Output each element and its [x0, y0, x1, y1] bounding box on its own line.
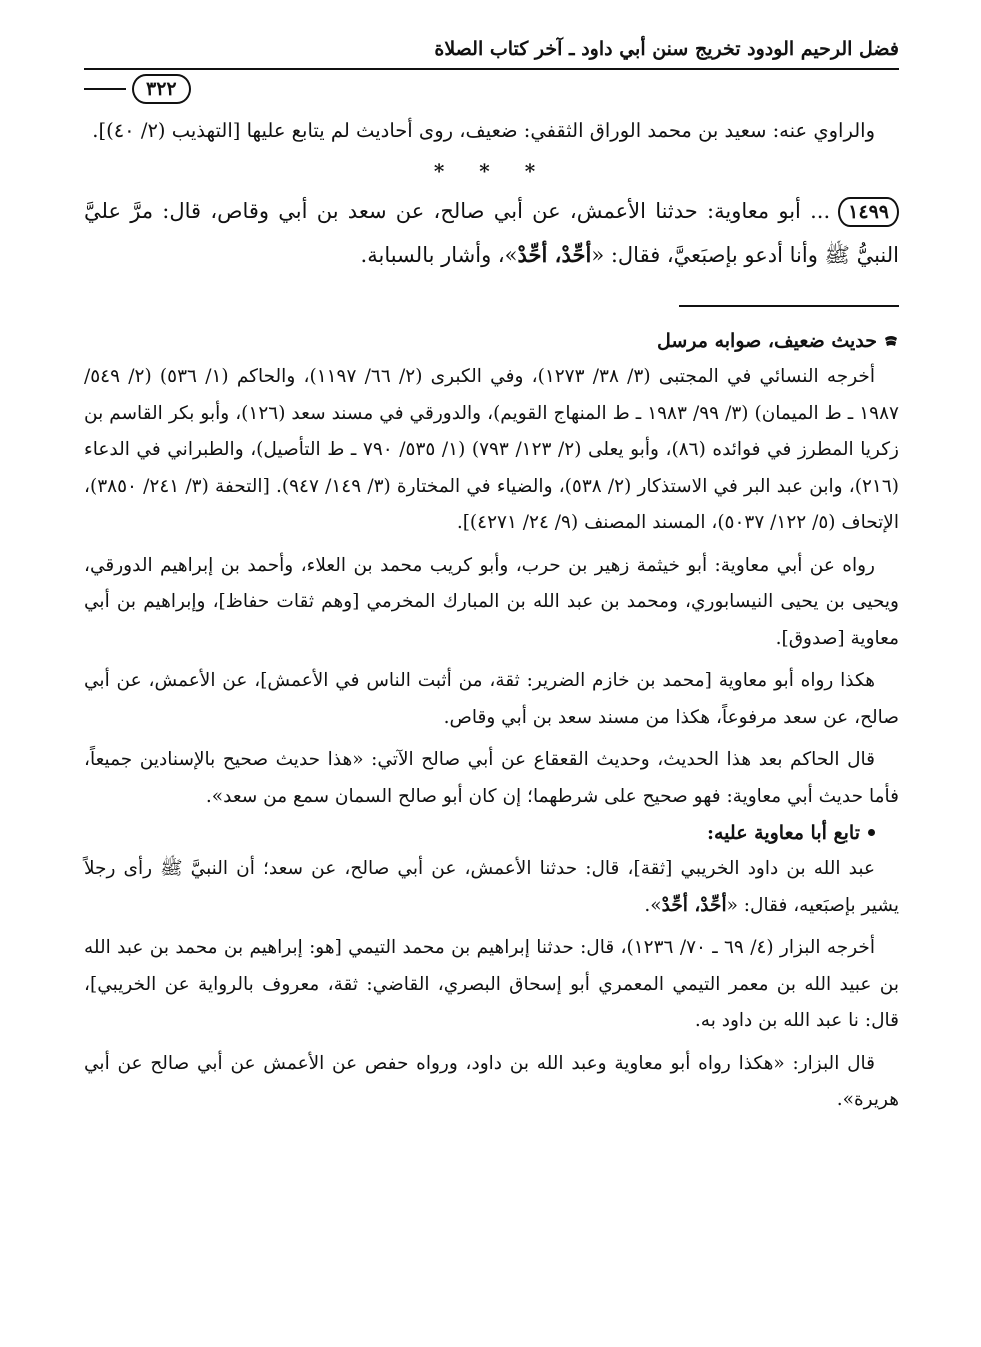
- follow-heading: [84, 815, 899, 851]
- page-number-label: ٣٢٢: [132, 74, 191, 104]
- narrator-note: والراوي عنه: سعيد بن محمد الوراق الثقفي: ضعيف، روى أحاديث لم يتابع عليها [التهذيب (٢/ ٤٠)].: [92, 119, 875, 142]
- running-header: [84, 30, 899, 106]
- commentary-paragraph: أخرجه البزار (٤/ ٦٩ ـ ٧٠/ ١٢٣٦)، قال: حدثنا إبراهيم بن محمد التيمي [هو: إبراهيم بن محمد بن عبد الله بن عبيد الله بن معمر التيمي المعمري أبو إسحاق البصري، القاضي: ثقة، معروف بالرواية عن الخريبي]، قال: نا عبد الله بن داود به.: [84, 937, 899, 1031]
- follow-paragraph: [84, 851, 899, 924]
- footnote-divider: [679, 305, 899, 307]
- commentary-paragraph: رواه عن أبي معاوية: أبو خيثمة زهير بن حرب، وأبو كريب محمد بن العلاء، وأحمد بن إبراهيم الدورقي، ويحيى بن يحيى النيسابوري، ومحمد بن عبد الله بن المبارك المخرمي [وهم ثقات حفاظ]، وإبراهيم بن أبي معاوية [صدوق].: [84, 554, 899, 649]
- grade-marker-icon: [883, 333, 899, 349]
- bullet-icon: [868, 829, 875, 836]
- page-number-rule: [84, 88, 126, 90]
- commentary-paragraph: هكذا رواه أبو معاوية [محمد بن خازم الضرير: ثقة، من أثبت الناس في الأعمش]، عن الأعمش، عن أبي صالح، عن سعد مرفوعاً، هكذا من مسند سعد بن أبي وقاص.: [84, 670, 899, 728]
- hadith-number: ١٤٩٩: [838, 197, 899, 227]
- hadith-grade: [84, 323, 899, 359]
- hadith-text-after: »، وأشار بالسبابة.: [360, 243, 518, 267]
- commentary-paragraph: قال الحاكم بعد هذا الحديث، وحديث القعقاع عن أبي صالح الآتي: «هذا حديث صحيح بالإسنادين جميعاً، فأما حديث أبي معاوية: فهو صحيح على شرطهما؛ إن كان أبو صالح السمان سمع من سعد».: [84, 749, 899, 807]
- follow-heading-text: تابع أبا معاوية عليه:: [706, 822, 860, 844]
- follow-text-after: ».: [644, 894, 662, 916]
- hadith-quote: أحِّدْ، أحِّدْ: [517, 242, 592, 267]
- commentary-paragraph: أخرجه النسائي في المجتبى (٣/ ٣٨/ ١٢٧٣)، وفي الكبرى (٢/ ٦٦/ ١١٩٧)، والحاكم (١/ ٥٣٦) (٢/ ٥٤٩/ ١٩٨٧ ـ ط الميمان) (٣/ ٩٩/ ١٩٨٣ ـ ط المنهاج القويم)، والدورقي في مسند سعد (١٢٦)، وأبو بكر القاسم بن زكريا المطرز في فوائده (٨٦)، وأبو يعلى (٢/ ١٢٣/ ٧٩٣) (١/ ٥٣٥/ ٧٩٠ ـ ط التأصيل)، والطبراني في الدعاء (٢١٦)، وابن عبد البر في الاستذكار (٢/ ٥٣٨)، والضياء في المختارة (٣/ ١٤٩/ ٩٤٧). [التحفة (٣/ ٢٤١/ ٣٨٥٠)، الإتحاف (٥/ ١٢٢/ ٥٠٣٧)، المسند المصنف (٩/ ٢٤/ ٤٢٧١)].: [84, 366, 899, 533]
- commentary: [84, 323, 899, 1119]
- header-title: فضل الرحيم الودود تخريج سنن أبي داود ـ آخر كتاب الصلاة: [84, 36, 899, 70]
- hadith-text: [84, 189, 899, 277]
- follow-quote: أحِّدْ، أحِّدْ: [661, 894, 727, 916]
- hadith-text-before: ... أبو معاوية: حدثنا الأعمش، عن أبي صالح، عن سعد بن أبي وقاص، قال: مرَّ عليَّ النبيُّ ﷺ وأنا أدعو بإصبَعيَّ، فقال: «: [84, 199, 899, 267]
- grade-text: حديث ضعيف، صوابه مرسل: [656, 330, 877, 352]
- follow-text-before: عبد الله بن داود الخريبي [ثقة]، قال: حدثنا الأعمش، عن أبي صالح، عن سعد؛ أن النبيَّ ﷺ رأى رجلاً يشير بإصبَعيه، فقال: «: [84, 858, 899, 916]
- section-separator: * * *: [433, 159, 550, 183]
- commentary-paragraph: قال البزار: «هكذا رواه أبو معاوية وعبد الله بن داود، ورواه حفص عن الأعمش عن أبي صالح عن أبي هريرة».: [84, 1052, 899, 1110]
- page-number: [84, 74, 191, 104]
